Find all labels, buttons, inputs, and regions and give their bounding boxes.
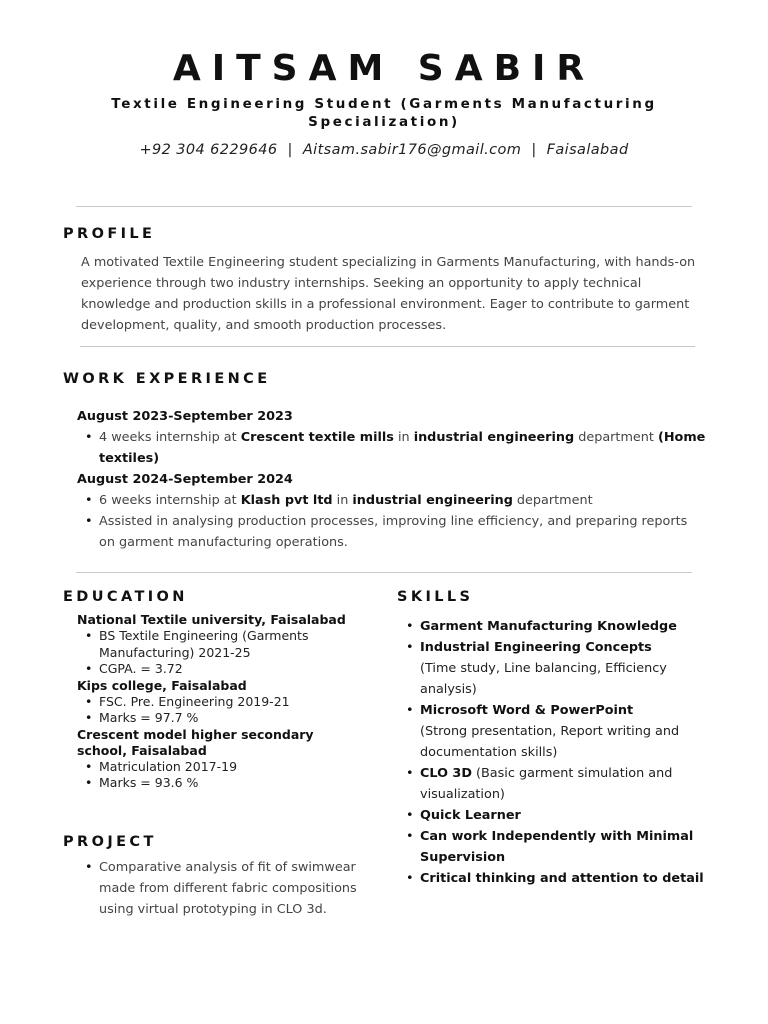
job-date: August 2024-September 2024 bbox=[77, 472, 293, 487]
list-item: • FSC. Pre. Engineering 2019-21 bbox=[77, 694, 357, 711]
list-item bbox=[77, 427, 707, 469]
divider bbox=[76, 572, 692, 573]
location: Faisalabad bbox=[546, 142, 629, 158]
profile-text: A motivated Textile Engineering student specializing in Garments Manufacturing, with hands-on experience through two industry internships. Seeking an opportunity to apply technical knowledge and production skills in a professional environment. Eager to contribute to garment development, quality, and smooth production processes. bbox=[81, 255, 696, 333]
list-item: • Assisted in analysing production processes, improving line efficiency, and preparing reports on garment manufacturing operations. bbox=[77, 511, 707, 553]
company-name: Crescent textile mills bbox=[240, 430, 394, 445]
bullet-text: in bbox=[393, 430, 414, 445]
list-item bbox=[398, 805, 706, 826]
skills-list bbox=[398, 616, 706, 889]
list-item bbox=[398, 616, 706, 637]
contact-separator: | bbox=[277, 142, 303, 158]
list-item: • Marks = 97.7 % bbox=[77, 710, 357, 727]
skill-note: (Basic garment simulation and visualization) bbox=[420, 766, 673, 802]
skill-name: Microsoft Word & PowerPoint bbox=[420, 703, 634, 718]
contact-separator: | bbox=[521, 142, 547, 158]
skill-name: Can work Independently with Minimal Supervision bbox=[420, 829, 694, 865]
skill-note: (Time study, Line balancing, Efficiency analysis) bbox=[420, 661, 667, 697]
department-detail: (Home textiles) bbox=[99, 430, 706, 466]
list-item bbox=[398, 826, 706, 868]
education-section bbox=[77, 612, 357, 792]
divider bbox=[80, 346, 695, 347]
department-name: industrial engineering bbox=[413, 430, 575, 445]
bullet-text: department bbox=[574, 430, 658, 445]
list-item: • Matriculation 2017-19 bbox=[77, 759, 357, 776]
skill-note: (Strong presentation, Report writing and documentation skills) bbox=[420, 724, 680, 760]
work-experience-heading: WORK EXPERIENCE bbox=[63, 371, 271, 387]
bullet-text: in bbox=[332, 493, 353, 508]
project-heading: PROJECT bbox=[63, 834, 157, 850]
skill-name: Quick Learner bbox=[420, 808, 521, 823]
job-bullets bbox=[77, 490, 707, 553]
school-name: National Textile university, Faisalabad bbox=[77, 612, 346, 627]
school-name: Crescent model higher secondary school, Faisalabad bbox=[77, 726, 314, 758]
department-name: industrial engineering bbox=[352, 493, 513, 508]
candidate-subtitle: Textile Engineering Student (Garments Manufacturing Specialization) bbox=[111, 96, 657, 130]
skill-name: CLO 3D bbox=[420, 766, 472, 781]
list-item: • Comparative analysis of fit of swimwear made from different fabric compositions using virtual prototyping in CLO 3d. bbox=[77, 857, 365, 920]
job-bullets bbox=[77, 427, 707, 469]
divider bbox=[76, 206, 692, 207]
profile-heading: PROFILE bbox=[63, 226, 156, 242]
skill-name: Critical thinking and attention to detail bbox=[420, 871, 704, 886]
email-address: Aitsam.sabir176@gmail.com bbox=[302, 142, 522, 158]
phone-number: +92 304 6229646 bbox=[139, 142, 278, 158]
project-section bbox=[77, 857, 365, 920]
list-item bbox=[398, 763, 706, 805]
skills-heading: SKILLS bbox=[397, 589, 474, 605]
candidate-name: AITSAM SABIR bbox=[172, 48, 596, 89]
list-item bbox=[398, 700, 706, 763]
education-heading: EDUCATION bbox=[63, 589, 188, 605]
education-details bbox=[77, 759, 357, 792]
list-item: • BS Textile Engineering (Garments Manufacturing) 2021-25 bbox=[77, 628, 357, 661]
company-name: Klash pvt ltd bbox=[240, 493, 333, 508]
skill-name: Garment Manufacturing Knowledge bbox=[420, 619, 677, 634]
bullet-text: department bbox=[512, 493, 593, 508]
skill-name: Industrial Engineering Concepts bbox=[420, 640, 652, 655]
list-item bbox=[77, 490, 707, 511]
experience-section bbox=[77, 406, 707, 553]
bullet-text: 6 weeks internship at bbox=[99, 493, 241, 508]
skills-section bbox=[398, 616, 706, 889]
education-details bbox=[77, 628, 357, 678]
contact-line bbox=[0, 142, 768, 158]
education-details bbox=[77, 694, 357, 727]
list-item bbox=[398, 868, 706, 889]
list-item: • CGPA. = 3.72 bbox=[77, 661, 357, 678]
job-date: August 2023-September 2023 bbox=[77, 409, 293, 424]
project-list bbox=[77, 857, 365, 920]
bullet-text: 4 weeks internship at bbox=[99, 430, 241, 445]
school-name: Kips college, Faisalabad bbox=[77, 677, 247, 693]
list-item: • Marks = 93.6 % bbox=[77, 775, 357, 792]
list-item bbox=[398, 637, 706, 700]
